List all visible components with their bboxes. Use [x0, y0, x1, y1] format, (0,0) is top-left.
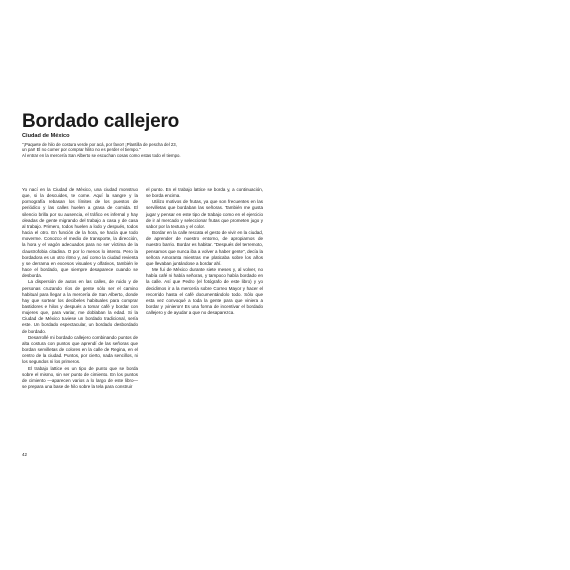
right-page — [285, 0, 570, 570]
paragraph: Desarrollé mi bordado callejero combinando puntos de alta costura con puntos que aprendí de las señoras que bordan servilletas de colores en la calle de Regina, en el centro de la ciudad. Puntos, por cierto, nada sencillos, ni los segundos ni los primeros. — [22, 334, 138, 365]
epigraph-line: un par! El no comer por comprar hilito no es perder el tiempo." — [22, 147, 141, 153]
paragraph: El trabajo lattice es un tipo de punto que se borda sobre el mismo, sin ser punto de cimiento. En los puntos de cimiento —aparecen varios a lo largo de este libro— se prepara una base de hilo sobre la tela para construir — [22, 365, 138, 389]
text-column-2 — [146, 187, 263, 316]
paragraph: Bordar en la calle rescata el gesto de vivir en la ciudad, de aprender de nuestro entorno, de apropiarnos de nuestro barrio. Bordar es habitar. "Después del terremoto, pensamos que nunca iba a volver a haber gente", decía la señora Amoranta mientras me platicaba sobre los años que llevaban juntándose a bordar ahí. — [146, 230, 263, 266]
paragraph: Yo nací en la Ciudad de México, una ciudad monstruo que, si la descuides, te come. Aquí la sangre y la pornografía rebasan los límites de los puestos de periódico y las calles huelen a grasa de comida. El silencio brilla por su ausencia, el tráfico es infernal y hay oleadas de gente migrando del trabajo a casa y de casa al trabajo. Primero, todos huelen a lodo y después, todos hacia el otro. En función de la hora, se hacía que todo moverme. Conozco el medio de transporte, la dirección, la hora y el vagón adecuados para no ser víctima de la claustrofobia citadina. O por lo menos lo intento. Pero la bordadora es un otro ritmo y, así como la ciudad revienta y se derrama en excesos visuales y olfativos, también le hace el bordado, que siempre desaparece cuando se desborda. — [22, 187, 138, 279]
paragraph: Me fui de México durante siete meses y, al volver, no había café ni había señoras, y tampoco había bordado en la calle. Así que Pedro (el fotógrafo de este libro) y yo decidimos ir a la mercería sobre Correo Mayor y hacer el recorrido hasta el café documentándolo todo. Sólo que esta vez convoqué a toda la gente para que viniera a bordar y ¡vinieron! Es una forma de incentivar el bordado callejero y de ayudar a que no desaparezca. — [146, 267, 263, 316]
paragraph: el punto. En el trabajo lattice se borda y, a continuación, se borda encima. — [146, 187, 263, 199]
paragraph: Utilizo motivos de frutas, ya que son frecuentes en las servilletas que bordaban las señoras. También me gusta jugar y pensar en este tipo de trabajo como en el ejercicio de ir al mercado y seleccionar frutas que prometen jugo y sabor por la textura y el color. — [146, 199, 263, 229]
page-number: 42 — [22, 452, 28, 457]
article-title: Bordado callejero — [22, 111, 180, 132]
text-column-1 — [22, 187, 138, 390]
epigraph-line: "¡Paquete de hilo de costura verde por acá, por favor! ¡Plantilla de pescha del 23, — [22, 142, 177, 147]
paragraph: La dispersión de autos en las calles, de ruido y de personas cruzando ríos de gente sólo ser el camino habitual para llegar a la mercería de San Alberto, donde hay que sortear los decibeles habituales para comprar bastidores e hilos y después a tomar café y bordar con mujeres que, para variar, me doblaban la edad. Si la Ciudad de México tuviese un bordado tradicional, sería este. Un bordado espectacular, un bordado desbordado de bordado. — [22, 279, 138, 334]
article-location: Ciudad de México — [22, 133, 70, 139]
epigraph — [22, 142, 272, 158]
epigraph-line: Al entrar en la mercería San Alberto se escuchan cosas como estas todo el tiempo. — [22, 152, 181, 158]
